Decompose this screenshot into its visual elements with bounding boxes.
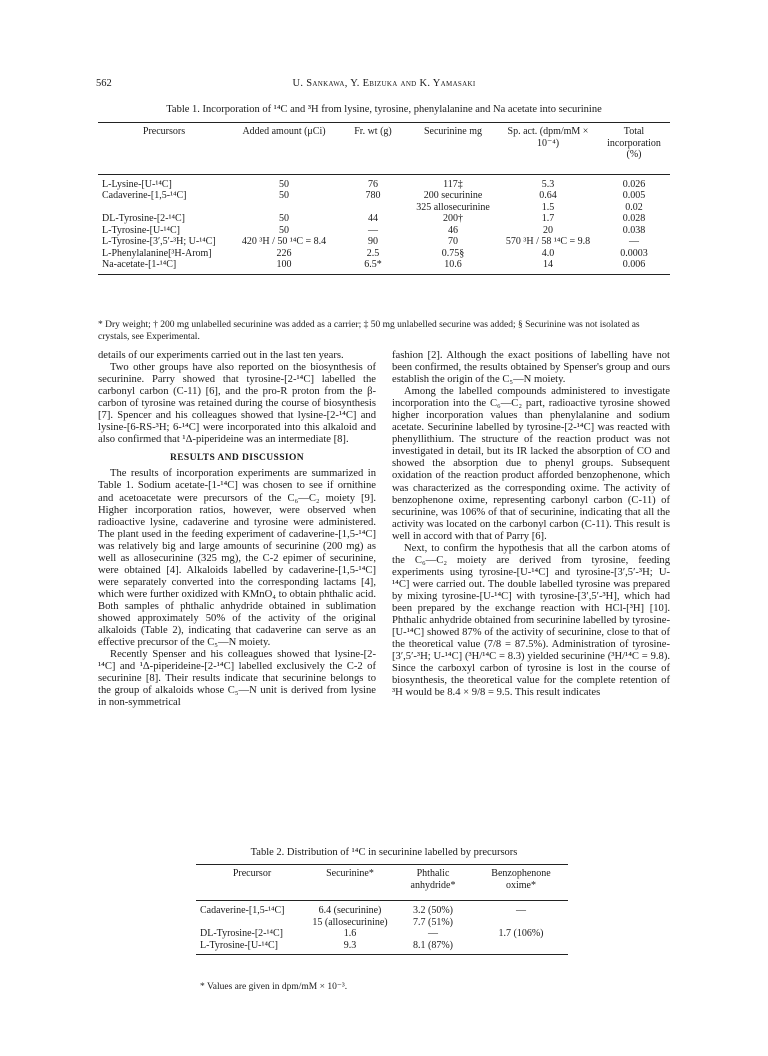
table2-header-cell: Securinine* xyxy=(308,865,392,892)
running-header xyxy=(96,78,672,94)
paragraph: fashion [2]. Although the exact positions of labelling have not been confirmed, the results obtained by Spenser's group and ours establish the origin of the C₅—N moiety. xyxy=(392,350,670,386)
table2-caption: Table 2. Distribution of ¹⁴C in securinine labelled by precursors xyxy=(250,847,518,858)
table2-cell: 9.3 xyxy=(308,940,392,955)
table1-header-cell: Total incorporation (%) xyxy=(598,123,670,161)
table1-cell: 4.0 xyxy=(541,247,555,259)
table1-cell: 50 xyxy=(279,213,289,224)
table1-cell: 0.028 xyxy=(622,213,646,224)
table1-cell: 50 xyxy=(279,178,289,190)
table1-cell: L-Tyrosine-[3′,5′-³H; U-¹⁴C] xyxy=(102,236,216,247)
table1-cell: 226 xyxy=(276,247,292,259)
table1-cell: L-Lysine-[U-¹⁴C] xyxy=(102,178,172,190)
table1-cell: 44 xyxy=(368,213,378,224)
table2-cell: — xyxy=(516,905,526,916)
table1-cell: 0.038 xyxy=(622,224,646,236)
table-row xyxy=(98,259,670,274)
table-row xyxy=(196,901,568,917)
table1-cell: 14 xyxy=(498,259,598,274)
table1-cell: 200† xyxy=(443,213,463,224)
table1-header-cell: Added amount (μCi) xyxy=(230,123,338,161)
table2-header-cell: Precursor xyxy=(196,865,308,892)
table2-cell: Cadaverine-[1,5-¹⁴C] xyxy=(200,905,285,916)
table1-cell xyxy=(230,202,338,214)
table1-caption: Table 1. Incorporation of ¹⁴C and ³H from lysine, tyrosine, phenylalanine and Na acetate into securinine xyxy=(166,104,602,115)
table1-cell: 76 xyxy=(368,178,378,190)
table2-cell xyxy=(196,917,308,929)
table1-cell: 70 xyxy=(448,236,458,247)
table2-cell: 3.2 (50%) xyxy=(413,905,453,916)
left-column xyxy=(98,350,376,709)
paragraph: details of our experiments carried out in the last ten years. xyxy=(98,350,344,361)
table-row xyxy=(98,248,670,260)
table-row xyxy=(98,190,670,202)
table2-footnote: * Values are given in dpm/mM × 10⁻³. xyxy=(200,982,348,992)
table1-cell: 6.5* xyxy=(338,259,408,274)
table1-cell: 2.5 xyxy=(366,247,380,259)
table1-cell: 50 xyxy=(279,224,289,236)
table1-cell: 46 xyxy=(448,224,458,236)
table2-cell xyxy=(474,940,568,955)
table1-cell: — xyxy=(629,236,639,247)
paragraph: Among the labelled compounds administered to investigate incorporation into the C₆—C₂ part, radioactive tyrosine showed higher incorporation values than phenylalanine and sodium acetate. Securinine labelled by tyrosine-[2-¹⁴C] was reacted with phenyllithium. The structure of the reaction product was not investigated in detail, but its IR lacked the absorption of CO and showed the absorption due to phenyl groups. Subsequent oxidation of the reaction product afforded benzophenone, which was characterized as the corresponding oxime. The activity of benzophenone oxime, representing carbonyl carbon (C-11) of securinine, was 106% of that of securinine, indicating that all the activity was located on the carbonyl carbon (C-11). This result is well in accord with that of Parry [6]. xyxy=(392,386,670,542)
table1-cell: 1.7 xyxy=(541,213,555,224)
paragraph: Two other groups have also reported on the biosynthesis of securinine. Parry showed that tyrosine-[2-¹⁴C] labelled the carbonyl carbon (C-11) [6], and the pro-R proton from the β-carbon of tyrosine was retained during the course of biosynthesis [7]. Spencer and his colleagues showed that lysine-[2-¹⁴C] and lysine-[6-RS-³H; 6-¹⁴C] were incorporated into this alkaloid and also confirmed that ¹Δ-piperideine was an intermediate [8]. xyxy=(98,362,376,446)
table-row xyxy=(98,236,670,248)
table1-cell: 570 ³H / 58 ¹⁴C = 9.8 xyxy=(505,236,591,247)
table1-cell: 117‡ xyxy=(443,178,463,190)
table1-cell xyxy=(338,202,408,214)
table2-cell xyxy=(474,917,568,929)
table2-cell: 8.1 (87%) xyxy=(392,940,474,955)
table-row xyxy=(98,213,670,225)
table2-header-cell: Benzophenone oxime* xyxy=(474,865,568,892)
table-row xyxy=(196,928,568,940)
table1-cell: 0.0003 xyxy=(620,247,648,259)
table2-cell: 1.6 xyxy=(343,928,357,939)
table1-header-cell: Fr. wt (g) xyxy=(338,123,408,161)
table-row xyxy=(196,917,568,929)
table2-header-cell: Phthalic anhydride* xyxy=(392,865,474,892)
right-column xyxy=(392,350,670,699)
table1-cell: 200 securinine xyxy=(423,190,483,201)
table1-header-cell: Sp. act. (dpm/mM × 10⁻⁴) xyxy=(498,123,598,161)
table1-cell: 90 xyxy=(368,236,378,247)
running-authors: U. Sankawa, Y. Ebizuka and K. Yamasaki xyxy=(292,78,476,89)
table2-cell: DL-Tyrosine-[2-¹⁴C] xyxy=(200,928,283,939)
table2-cell: 6.4 (securinine) xyxy=(318,905,382,916)
paragraph: Next, to confirm the hypothesis that all the carbon atoms of the C₆—C₂ moiety are derived from tyrosine, feeding experiments using tyrosine-[U-¹⁴C] and tyrosine-[3′,5′-³H; U-¹⁴C] were carried out. The double labelled tyrosine was prepared by mixing tyrosine-[U-¹⁴C] with tyrosine-[3′,5′-³H], which had been prepared by the exchange reaction with HCl-[³H] [10]. Phthalic anhydride obtained from securinine labelled by tyrosine-[U-¹⁴C] showed 87% of the activity of securinine, close to that of the theoretical value (7/8 = 87.5%). Administration of tyrosine-[3′,5′-³H; U-¹⁴C] (³H/¹⁴C = 8.3) yielded securinine (³H/¹⁴C = 9.8). Since the carboxyl carbon of tyrosine is lost in the course of biosynthesis, the theoretical value for the complete retention of ³H would be 8.4 × 9/8 = 9.5. This result indicates xyxy=(392,542,671,699)
table-row xyxy=(98,202,670,214)
table1-cell: — xyxy=(368,224,378,236)
table1-cell: Na-acetate-[1-¹⁴C] xyxy=(98,259,230,274)
table1 xyxy=(98,122,670,275)
table1-cell: 0.006 xyxy=(598,259,670,274)
table2-cell: 7.7 (51%) xyxy=(413,916,453,928)
table1-cell: 0.005 xyxy=(622,190,646,201)
table1-cell: 5.3 xyxy=(541,178,555,190)
section-heading: RESULTS AND DISCUSSION xyxy=(169,453,305,464)
table2-cell: 1.7 (106%) xyxy=(498,928,544,939)
table1-cell: 325 allosecurinine xyxy=(416,201,490,213)
table1-cell: 100 xyxy=(230,259,338,274)
table1-cell: 780 xyxy=(365,190,381,201)
page-number: 562 xyxy=(96,78,112,89)
table1-cell: 50 xyxy=(279,190,289,201)
table1-cell: 0.026 xyxy=(622,178,646,190)
paragraph: The results of incorporation experiments are summarized in Table 1. Sodium acetate-[1-¹⁴C] was chosen to see if ornithine and acetoacetate were precursors of the C₆—C₂ moiety [9]. Higher incorporation ratios, however, were observed when radioactive lysine, cadaverine and tyrosine were administered. The plant used in the feeding experiment of cadaverine-[1,5-¹⁴C] was relatively big and large amounts of securinine (200 mg) as well as allosecurinine (325 mg), the C-2 epimer of securinine, were obtained [4]. Alkaloids labelled by cadaverine-[1,5-¹⁴C] were separately converted into the corresponding lactams [4], which were further oxidized with KMnO₄ to obtain phthalic acid. Both samples of phthalic anhydride obtained in sublimation showed approximately 50% of the activity of the original alkaloids (Table 2), indicating that cadaverine can serve as an effective precursor of the C₅—N moiety. xyxy=(98,468,376,649)
table1-cell: 0.64 xyxy=(539,190,557,201)
table1-cell: 0.75§ xyxy=(441,247,465,259)
table2-cell: L-Tyrosine-[U-¹⁴C] xyxy=(196,940,308,955)
table2 xyxy=(196,864,568,955)
paragraph: Recently Spenser and his colleagues showed that lysine-[2-¹⁴C] and ¹Δ-piperideine-[2-¹⁴C] labelled exclusively the C-2 of securinine [8]. Their results indicate that securinine belongs to the group of alkaloids whose C₅—N unit is derived from lysine in non-symmetrical xyxy=(98,649,376,709)
table2-cell: 15 (allosecurinine) xyxy=(312,916,388,928)
table1-cell: Cadaverine-[1,5-¹⁴C] xyxy=(102,190,187,201)
table1-cell: L-Tyrosine-[U-¹⁴C] xyxy=(102,224,180,236)
table1-cell: 20 xyxy=(543,224,553,236)
table1-cell: 1.5 xyxy=(541,201,555,213)
table1-cell xyxy=(98,202,230,214)
table-row xyxy=(196,940,568,955)
table1-header-cell: Securinine mg xyxy=(408,123,498,161)
table1-cell: 420 ³H / 50 ¹⁴C = 8.4 xyxy=(241,236,327,247)
table1-cell: 0.02 xyxy=(625,201,643,213)
table-row xyxy=(98,174,670,190)
table1-cell: DL-Tyrosine-[2-¹⁴C] xyxy=(102,213,185,224)
table2-cell: — xyxy=(428,928,438,939)
table1-header-cell: Precursors xyxy=(98,123,230,161)
table1-cell: L-Phenylalanine[³H-Arom] xyxy=(102,247,212,259)
table1-footnote: * Dry weight; † 200 mg unlabelled securinine was added as a carrier; ‡ 50 mg unlabelled securine was added; § Securinine was not isolated as crystals, see Experimental. xyxy=(98,320,640,342)
table1-cell: 10.6 xyxy=(408,259,498,274)
table-row xyxy=(98,225,670,237)
